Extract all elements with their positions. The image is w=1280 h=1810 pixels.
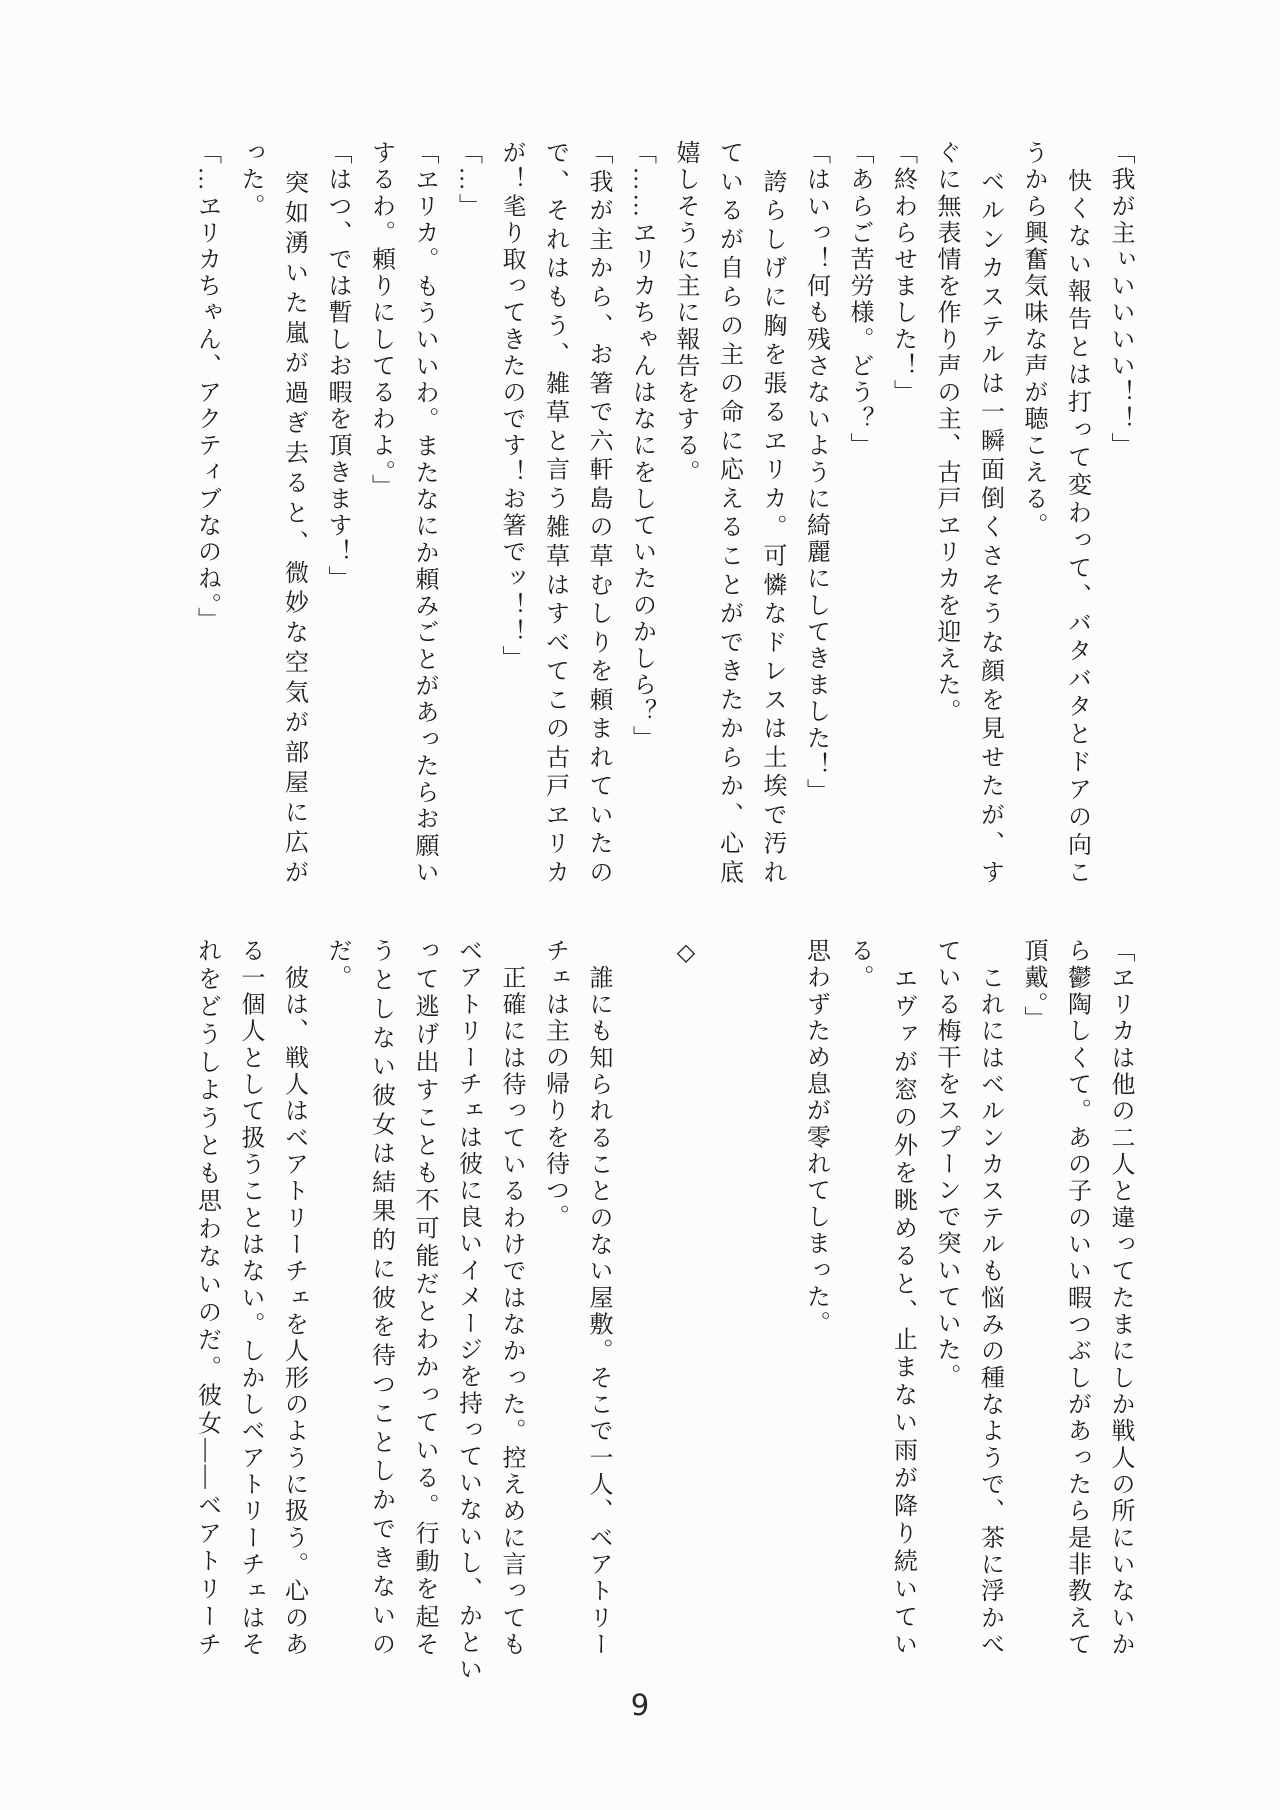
text-line: 「ヱリカ。もういいわ。またなにか頼みごとがあったらお願い [411,140,437,886]
text-line: これにはベルンカステルも悩みの種なようで、茶に浮かべ [976,938,1003,1658]
blank-line [706,938,750,1674]
text-line: った。 [237,140,263,220]
page-number: 9 [630,1688,650,1722]
text-line: が！毟り取ってきたのです！お箸でッ！！」 [498,140,524,672]
text-line: 嬉しそうに主に報告をする。 [672,140,698,486]
text-block-top [184,140,1141,902]
text-line: ぐに無表情を作り声の主、古戸ヱリカを迎えた。 [933,140,959,726]
text-line: 「…ヱリカちゃん、アクティブなのね。」 [193,140,220,634]
text-line: って逃げ出すことも不可能だとわかっている。行動を起そ [411,938,437,1658]
text-line: ベアトリーチェは彼に良いイメージを持っていないし、かとい [454,938,481,1683]
text-line: エヴァが窓の外を眺めると、止まない雨が降り続いてい [889,938,916,1658]
text-line: 快くない報告とは打って変わって、バタバタとドアの向こ [1063,140,1090,886]
text-line: 突如湧いた嵐が過ぎ去ると、微妙な空気が部屋に広が [280,140,307,886]
text-line: 思わずため息が零れてしまった。 [802,938,829,1337]
text-line: チェは主の帰りを待つ。 [541,938,568,1231]
text-line: ている梅干をスプーンで突いていた。 [933,938,959,1391]
text-line: 「はいっ！何も残さないように綺麗にしてきました！」 [802,140,829,805]
text-line: うとしない彼女は結果的に彼を待つことしかできないの [367,938,394,1658]
text-line: 「我が主から、お箸で六軒島の草むしりを頼まれていたの [585,140,611,886]
text-line: 「我が主ぃいいいい！！」 [1107,140,1133,460]
text-line: で、それはもう、雑草と言う雑草はすべてこの古戸ヱリカ [541,140,568,886]
text-line: る一個人として扱うことはない。しかしベアトリーチェはそ [237,938,263,1658]
blank-line [619,938,663,1674]
text-line: 「あらご苦労様。どう？」 [846,140,872,460]
text-line: る。 [846,938,872,992]
text-line: ら鬱陶しくて。あの子のいい暇つぶしがあったら是非教えて [1063,938,1090,1658]
text-line: れをどうしようとも思わないのだ。彼女――ベアトリーチ [193,938,220,1658]
text-block-bottom [184,938,1141,1683]
text-line: 頂戴。」 [1020,938,1046,1033]
text-line: 「……ヱリカちゃんはなにをしていたのかしら？」 [628,140,655,752]
text-line: 「ヱリカは他の二人と違ってたまにしか戦人の所にいないか [1107,938,1133,1658]
text-line: だ。 [324,938,350,992]
text-line: 誇らしげに胸を張るヱリカ。可憐なドレスは土埃で汚れ [759,140,785,886]
text-line: うから興奮気味な声が聴こえる。 [1020,140,1046,539]
text-line: 彼は、戦人はベアトリーチェを人形のように扱う。心のあ [280,938,307,1658]
section-divider-diamond: ◇ [672,938,698,969]
text-line: 誰にも知られることのない屋敷。そこで一人、ベアトリー [585,938,611,1658]
text-line: ベルンカステルは一瞬面倒くさそうな顔を見せたが、す [976,140,1003,886]
text-line: ているが自らの主の命に応えることができたからか、心底 [715,140,742,886]
text-line: 正確には待っているわけではなかった。控えめに言っても [498,938,524,1658]
text-line: 「はつ、では暫しお暇を頂きます！」 [324,140,350,593]
text-line: 「…」 [454,140,481,220]
blank-line [750,938,794,1674]
text-line: するわ。頼りにしてるわよ。」 [367,140,394,501]
text-line: 「終わらせました！」 [889,140,916,406]
